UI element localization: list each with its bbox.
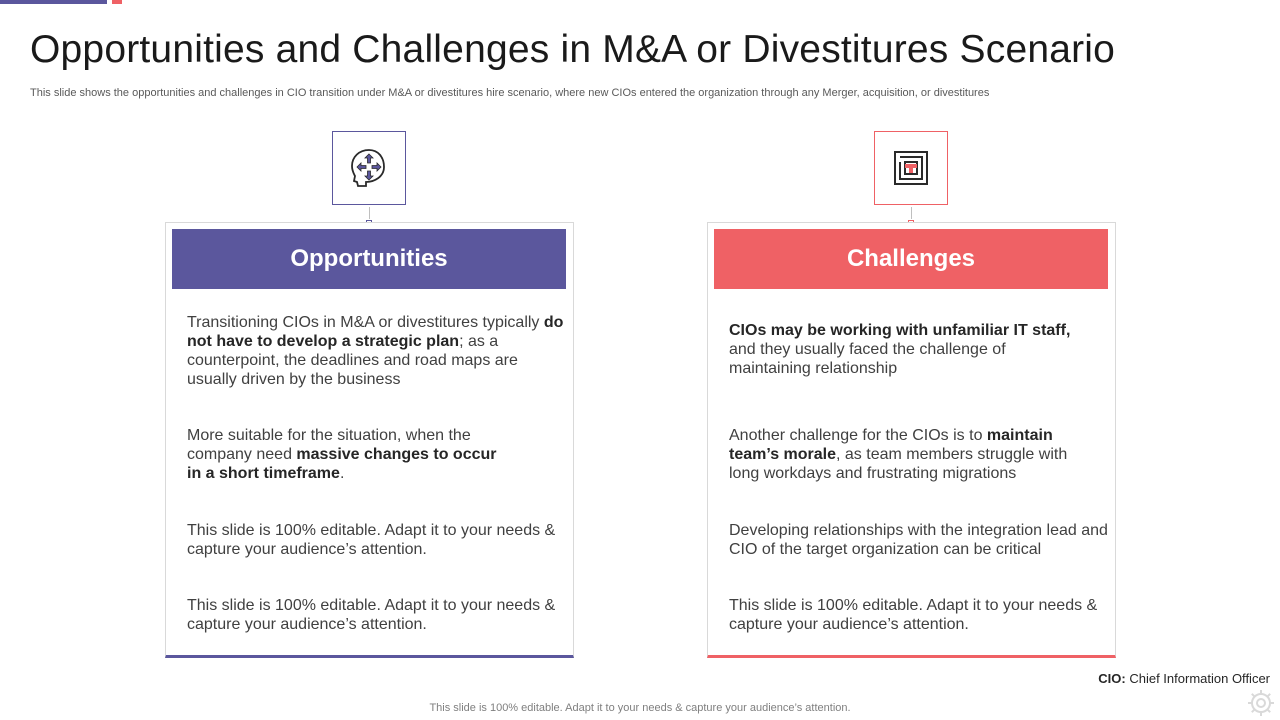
- opportunity-item-2: More suitable for the situation, when the company need massive changes to occur in a short timeframe.: [187, 427, 497, 482]
- gear-icon: [1246, 688, 1276, 718]
- opportunity-item-1: Transitioning CIOs in M&A or divestitures typically do not have to develop a strategic plan; as a counterpoint, the deadlines and road maps are usually driven by the business: [187, 314, 564, 388]
- opportunities-header: Opportunities: [172, 229, 566, 289]
- connector-line-challenges: [911, 207, 912, 219]
- challenge-item-2: Another challenge for the CIOs is to maintain team’s morale, as team members struggle with long workdays and frustrating migrations: [729, 427, 1068, 482]
- page-subtitle: This slide shows the opportunities and challenges in CIO transition under M&A or divestitures hire scenario, where new CIOs entered the organization through any Merger, acquisition, or divestitures: [30, 87, 990, 99]
- head-arrows-icon: [347, 146, 391, 190]
- top-accent-bar-purple: [0, 0, 107, 4]
- abbreviation-footnote: CIO: Chief Information Officer: [1098, 671, 1270, 686]
- connector-line-opportunities: [369, 207, 370, 219]
- maze-icon: [891, 148, 931, 188]
- challenges-icon-box: [874, 131, 948, 205]
- challenge-item-4: This slide is 100% editable. Adapt it to your needs & capture your audience’s attention.: [729, 597, 1098, 633]
- opportunity-item-3: This slide is 100% editable. Adapt it to your needs & capture your audience’s attention.: [187, 522, 556, 558]
- challenge-item-3: Developing relationships with the integration lead and CIO of the target organization can be critical: [729, 522, 1108, 558]
- opportunity-item-4: This slide is 100% editable. Adapt it to your needs & capture your audience’s attention.: [187, 597, 556, 633]
- challenges-header: Challenges: [714, 229, 1108, 289]
- top-accent-bar-red: [112, 0, 122, 4]
- page-title: Opportunities and Challenges in M&A or Divestitures Scenario: [30, 28, 1116, 71]
- opportunities-icon-box: [332, 131, 406, 205]
- footer-note: This slide is 100% editable. Adapt it to your needs & capture your audience’s attention.: [429, 702, 851, 714]
- challenge-item-1: CIOs may be working with unfamiliar IT staff, and they usually faced the challenge of maintaining relationship: [729, 322, 1071, 377]
